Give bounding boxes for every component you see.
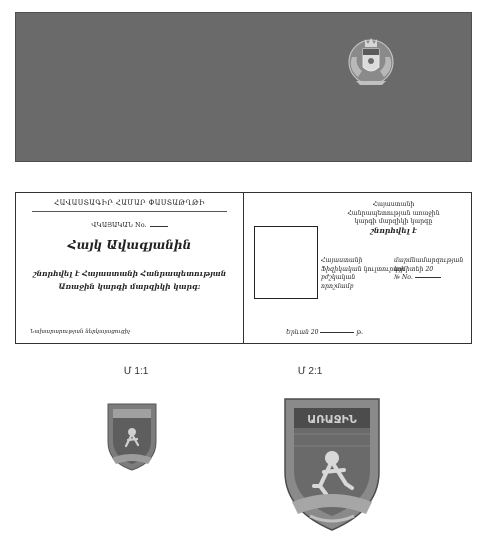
date-suffix: թ. xyxy=(356,329,363,336)
award-line-1: շնորհվել է Հայաստանի Հանրապետության xyxy=(32,269,227,278)
scale-label-small: Մ 1:1 xyxy=(123,366,149,377)
certificate-number xyxy=(16,221,243,229)
scale-label-large: Մ 2:1 xyxy=(297,366,323,377)
photo-placeholder xyxy=(254,226,318,299)
right-title-line-1: Հայաստանի xyxy=(372,201,415,208)
right-col2-line-3 xyxy=(394,274,463,283)
right-title-line-2: Հանրապետության առաջին xyxy=(347,209,440,217)
certificate-number-label: ՎԿԱՅԱԿԱՆ No. xyxy=(91,221,147,229)
award-text xyxy=(16,267,243,293)
badge-large-text: ԱՌԱՋԻՆ xyxy=(307,413,357,426)
certificate-spread xyxy=(15,192,472,344)
right-col2-line-1: մարմնամարզության xyxy=(394,257,464,264)
right-col1-line-3: բժշկական xyxy=(321,274,356,281)
certificate-number-blank xyxy=(150,226,168,227)
recipient-name: Հայկ Ավագյանին xyxy=(67,238,192,252)
booklet-cover xyxy=(15,12,472,162)
right-col1-line-2: Ֆիզիկական կուլտուրայի xyxy=(321,265,405,273)
date-blank xyxy=(320,332,354,333)
order-number-blank xyxy=(415,277,441,278)
coat-of-arms-icon xyxy=(346,35,396,87)
date-line xyxy=(286,329,363,336)
right-col2-line-2: կոմիտեի 20 xyxy=(394,265,434,273)
right-title xyxy=(316,201,471,235)
order-number-label: № No. xyxy=(394,274,413,281)
right-col1-line-4: որոշմամբ xyxy=(321,282,354,290)
heading-underline xyxy=(32,211,227,212)
right-title-line-3: կարգի մարզիկի կարգը xyxy=(354,218,433,225)
award-line-2: Առաջին կարգի մարզիկի կարգ: xyxy=(58,282,201,291)
signatory-label: Նախարարության ներկայացուցիչ xyxy=(30,329,131,335)
right-column-1 xyxy=(321,257,405,291)
date-label: Երևան 20 xyxy=(286,329,319,336)
badge-large-icon xyxy=(280,394,384,534)
right-col1-line-1: Հայաստանի xyxy=(321,257,363,264)
badge-small-icon xyxy=(104,398,160,472)
right-title-emphasis: շնորհվել է xyxy=(370,225,417,235)
fold-line xyxy=(243,193,244,343)
certificate-heading: ՀԱՎԱՍՏԱԳԻՐ ՀԱՄԱՐ ՓԱՍՏԱԹՂԹԻ xyxy=(54,199,205,207)
right-column-2 xyxy=(394,257,463,283)
